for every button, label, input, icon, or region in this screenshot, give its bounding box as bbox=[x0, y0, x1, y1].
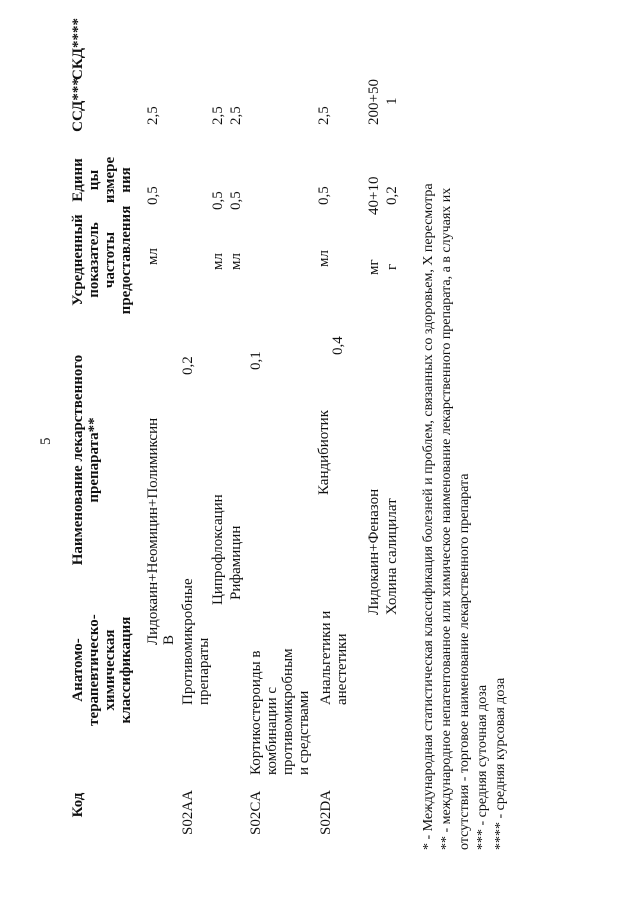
ssd-lidocaine-phenazone: 40+10 bbox=[366, 176, 382, 215]
unit-lidocaine-phenazone: мг bbox=[366, 259, 382, 275]
atc-s02ca: Кортикостероиды в комбинации с противомикробным и средствами bbox=[248, 648, 312, 775]
skd-lidocaine-phenazone: 200+50 bbox=[366, 79, 382, 125]
freq-s02da: 0,4 bbox=[330, 336, 346, 355]
drug-rifamycin: Рифамицин bbox=[228, 525, 244, 600]
header-skd: СКД**** bbox=[70, 17, 86, 80]
code-s02aa: S02AA bbox=[180, 789, 196, 835]
header-units: Едини цы измере ния bbox=[70, 156, 134, 204]
code-s02da: S02DA bbox=[318, 789, 334, 835]
unit-lidocaine-neomycin: мл bbox=[145, 248, 161, 265]
footnote-5: **** - средняя курсовая доза bbox=[493, 677, 508, 850]
footnote-2: ** - международное непатентованное или химическое наименование лекарственного препарата, а в случаях их bbox=[439, 187, 454, 850]
footnote-4: *** - средняя суточная доза bbox=[475, 684, 490, 850]
footnote-3: отсутствия - торговое наименование лекарственного препарата bbox=[457, 473, 472, 850]
freq-s02ca: 0,1 bbox=[248, 351, 264, 370]
unit-rifamycin: мл bbox=[228, 253, 244, 270]
atc-s02aa: Противомикробные препараты bbox=[180, 578, 212, 705]
drug-ciprofloxacin: Ципрофлоксацин bbox=[210, 494, 226, 605]
ssd-rifamycin: 0,5 bbox=[228, 191, 244, 210]
footnote-1: * - Международная статистическая классификация болезней и проблем, связанных со здоровьем, X пересмотра bbox=[421, 183, 436, 850]
drug-candibiotic: Кандибиотик bbox=[316, 410, 332, 495]
skd-candibiotic: 2,5 bbox=[316, 106, 332, 125]
drug-lidocaine-phenazone: Лидокаин+Феназон bbox=[366, 488, 382, 615]
header-frequency: Усредненный показатель частоты предоставления bbox=[70, 205, 134, 315]
unit-candibiotic: мл bbox=[316, 250, 332, 267]
code-s02ca: S02CA bbox=[248, 790, 264, 835]
skd-rifamycin: 2,5 bbox=[228, 106, 244, 125]
drug-lidocaine-neomycin-polymyxin: Лидокаин+Неомицин+Полимиксин B bbox=[145, 417, 177, 645]
drug-choline-salicylate: Холина салицилат bbox=[384, 498, 400, 615]
ssd-lidocaine-neomycin: 0,5 bbox=[145, 186, 161, 205]
skd-ciprofloxacin: 2,5 bbox=[210, 106, 226, 125]
header-ssd: ССД*** bbox=[70, 78, 86, 132]
page-number: 5 bbox=[38, 437, 54, 445]
atc-s02da: Анальгетики и анестетики bbox=[318, 610, 350, 705]
unit-choline-salicylate: г bbox=[384, 263, 400, 270]
skd-choline-salicylate: 1 bbox=[384, 97, 400, 105]
unit-ciprofloxacin: мл bbox=[210, 253, 226, 270]
skd-lidocaine-neomycin: 2,5 bbox=[145, 106, 161, 125]
ssd-candibiotic: 0,5 bbox=[316, 186, 332, 205]
header-atc: Анатомо- терапевтическо- химическая классификация bbox=[70, 614, 134, 726]
header-code: Код bbox=[70, 792, 86, 818]
ssd-ciprofloxacin: 0,5 bbox=[210, 191, 226, 210]
freq-s02aa: 0,2 bbox=[180, 356, 196, 375]
header-drug: Наименование лекарственного препарата** bbox=[70, 354, 102, 566]
ssd-choline-salicylate: 0,2 bbox=[384, 186, 400, 205]
